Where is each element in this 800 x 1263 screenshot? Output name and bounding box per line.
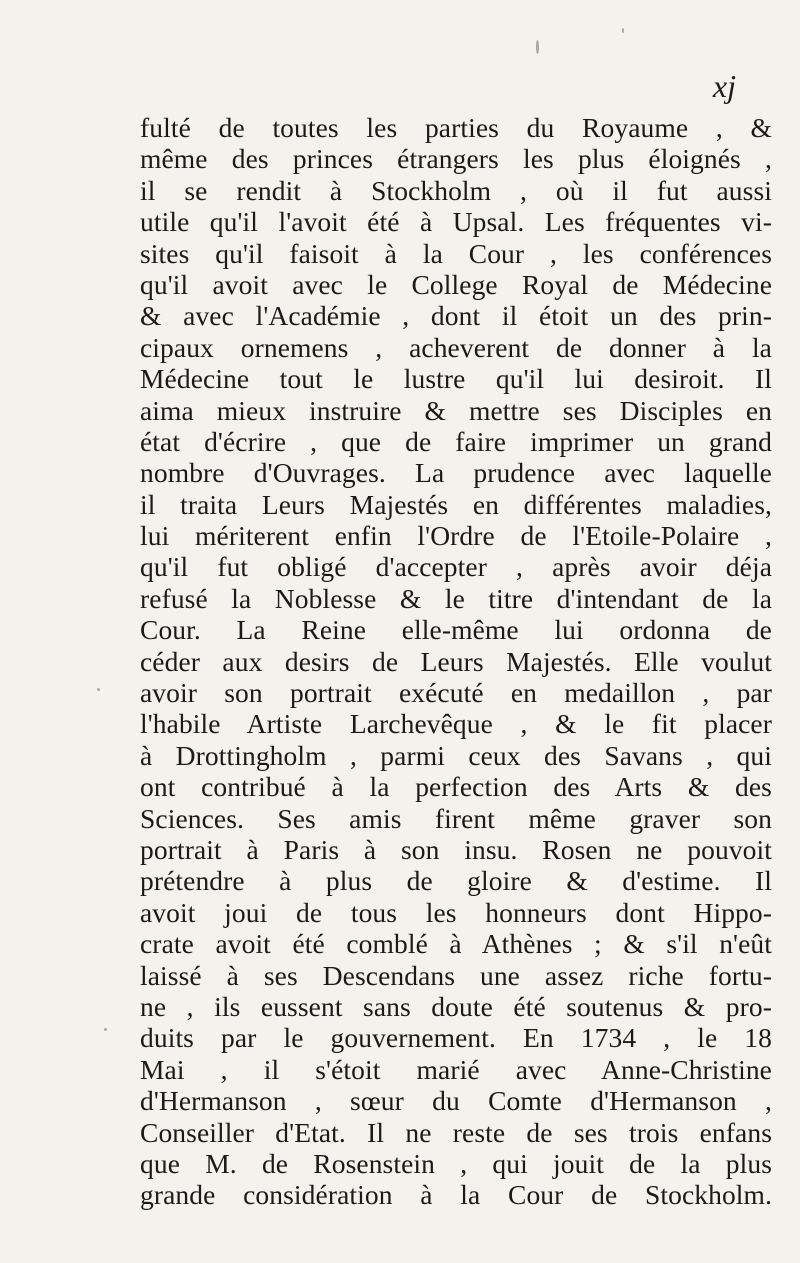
text-line: portrait à Paris à son insu. Rosen ne pouvoit bbox=[140, 833, 772, 865]
text-line: lui mériterent enfin l'Ordre de l'Etoile-Polaire , bbox=[140, 520, 772, 552]
text-line: avoit joui de tous les honneurs dont Hippo- bbox=[140, 896, 772, 928]
text-line: à Drottingholm , parmi ceux des Savans , qui bbox=[140, 739, 772, 771]
text-line: Cour. La Reine elle-même lui ordonna de bbox=[140, 614, 772, 646]
text-line: ne , ils eussent sans doute été soutenus & pro- bbox=[140, 990, 772, 1022]
text-line: crate avoit été comblé à Athènes ; & s'il n'eût bbox=[140, 928, 772, 960]
text-line: duits par le gouvernement. En 1734 , le 18 bbox=[140, 1022, 772, 1054]
paper-speck bbox=[536, 40, 539, 54]
text-line: nombre d'Ouvrages. La prudence avec laquelle bbox=[140, 457, 772, 489]
text-line: céder aux desirs de Leurs Majestés. Elle voulut bbox=[140, 645, 772, 677]
text-line: laissé à ses Descendans une assez riche fortu- bbox=[140, 959, 772, 991]
text-line: d'Hermanson , sœur du Comte d'Hermanson , bbox=[140, 1085, 772, 1117]
text-line: Conseiller d'Etat. Il ne reste de ses trois enfans bbox=[140, 1116, 772, 1148]
text-line: ont contribué à la perfection des Arts & des bbox=[140, 771, 772, 803]
text-line: & avec l'Académie , dont il étoit un des prin- bbox=[140, 300, 772, 332]
text-line: cipaux ornemens , acheverent de donner à la bbox=[140, 331, 772, 363]
paper-speck bbox=[622, 28, 624, 33]
text-line: Médecine tout le lustre qu'il lui desiroit. Il bbox=[140, 363, 772, 395]
text-line: l'habile Artiste Larchevêque , & le fit placer bbox=[140, 708, 772, 740]
text-line: qu'il avoit avec le College Royal de Médecine bbox=[140, 268, 772, 300]
page-number: xj bbox=[712, 68, 736, 104]
text-line: état d'écrire , que de faire imprimer un grand bbox=[140, 425, 772, 457]
text-line: fulté de toutes les parties du Royaume , & bbox=[140, 112, 772, 143]
text-line: sites qu'il faisoit à la Cour , les conférences bbox=[140, 237, 772, 269]
text-line: même des princes étrangers les plus éloignés , bbox=[140, 143, 772, 175]
paper-speck bbox=[104, 1028, 107, 1031]
text-line: aima mieux instruire & mettre ses Disciples en bbox=[140, 394, 772, 426]
text-line: utile qu'il l'avoit été à Upsal. Les fréquentes vi- bbox=[140, 206, 772, 238]
text-line: il traita Leurs Majestés en différentes maladies, bbox=[140, 488, 772, 520]
text-line: Mai , il s'étoit marié avec Anne-Christine bbox=[140, 1053, 772, 1085]
text-line: que M. de Rosenstein , qui jouit de la plus bbox=[140, 1147, 772, 1179]
text-line: il se rendit à Stockholm , où il fut aussi bbox=[140, 174, 772, 206]
paper-speck bbox=[97, 688, 100, 691]
body-text bbox=[140, 112, 772, 1211]
text-line: prétendre à plus de gloire & d'estime. Il bbox=[140, 865, 772, 897]
text-line: avoir son portrait exécuté en medaillon , par bbox=[140, 677, 772, 709]
text-line: qu'il fut obligé d'accepter , après avoir déja bbox=[140, 551, 772, 583]
text-line: grande considération à la Cour de Stockholm. bbox=[140, 1179, 772, 1211]
text-line: refusé la Noblesse & le titre d'intendant de la bbox=[140, 582, 772, 614]
text-line: Sciences. Ses amis firent même graver son bbox=[140, 802, 772, 834]
